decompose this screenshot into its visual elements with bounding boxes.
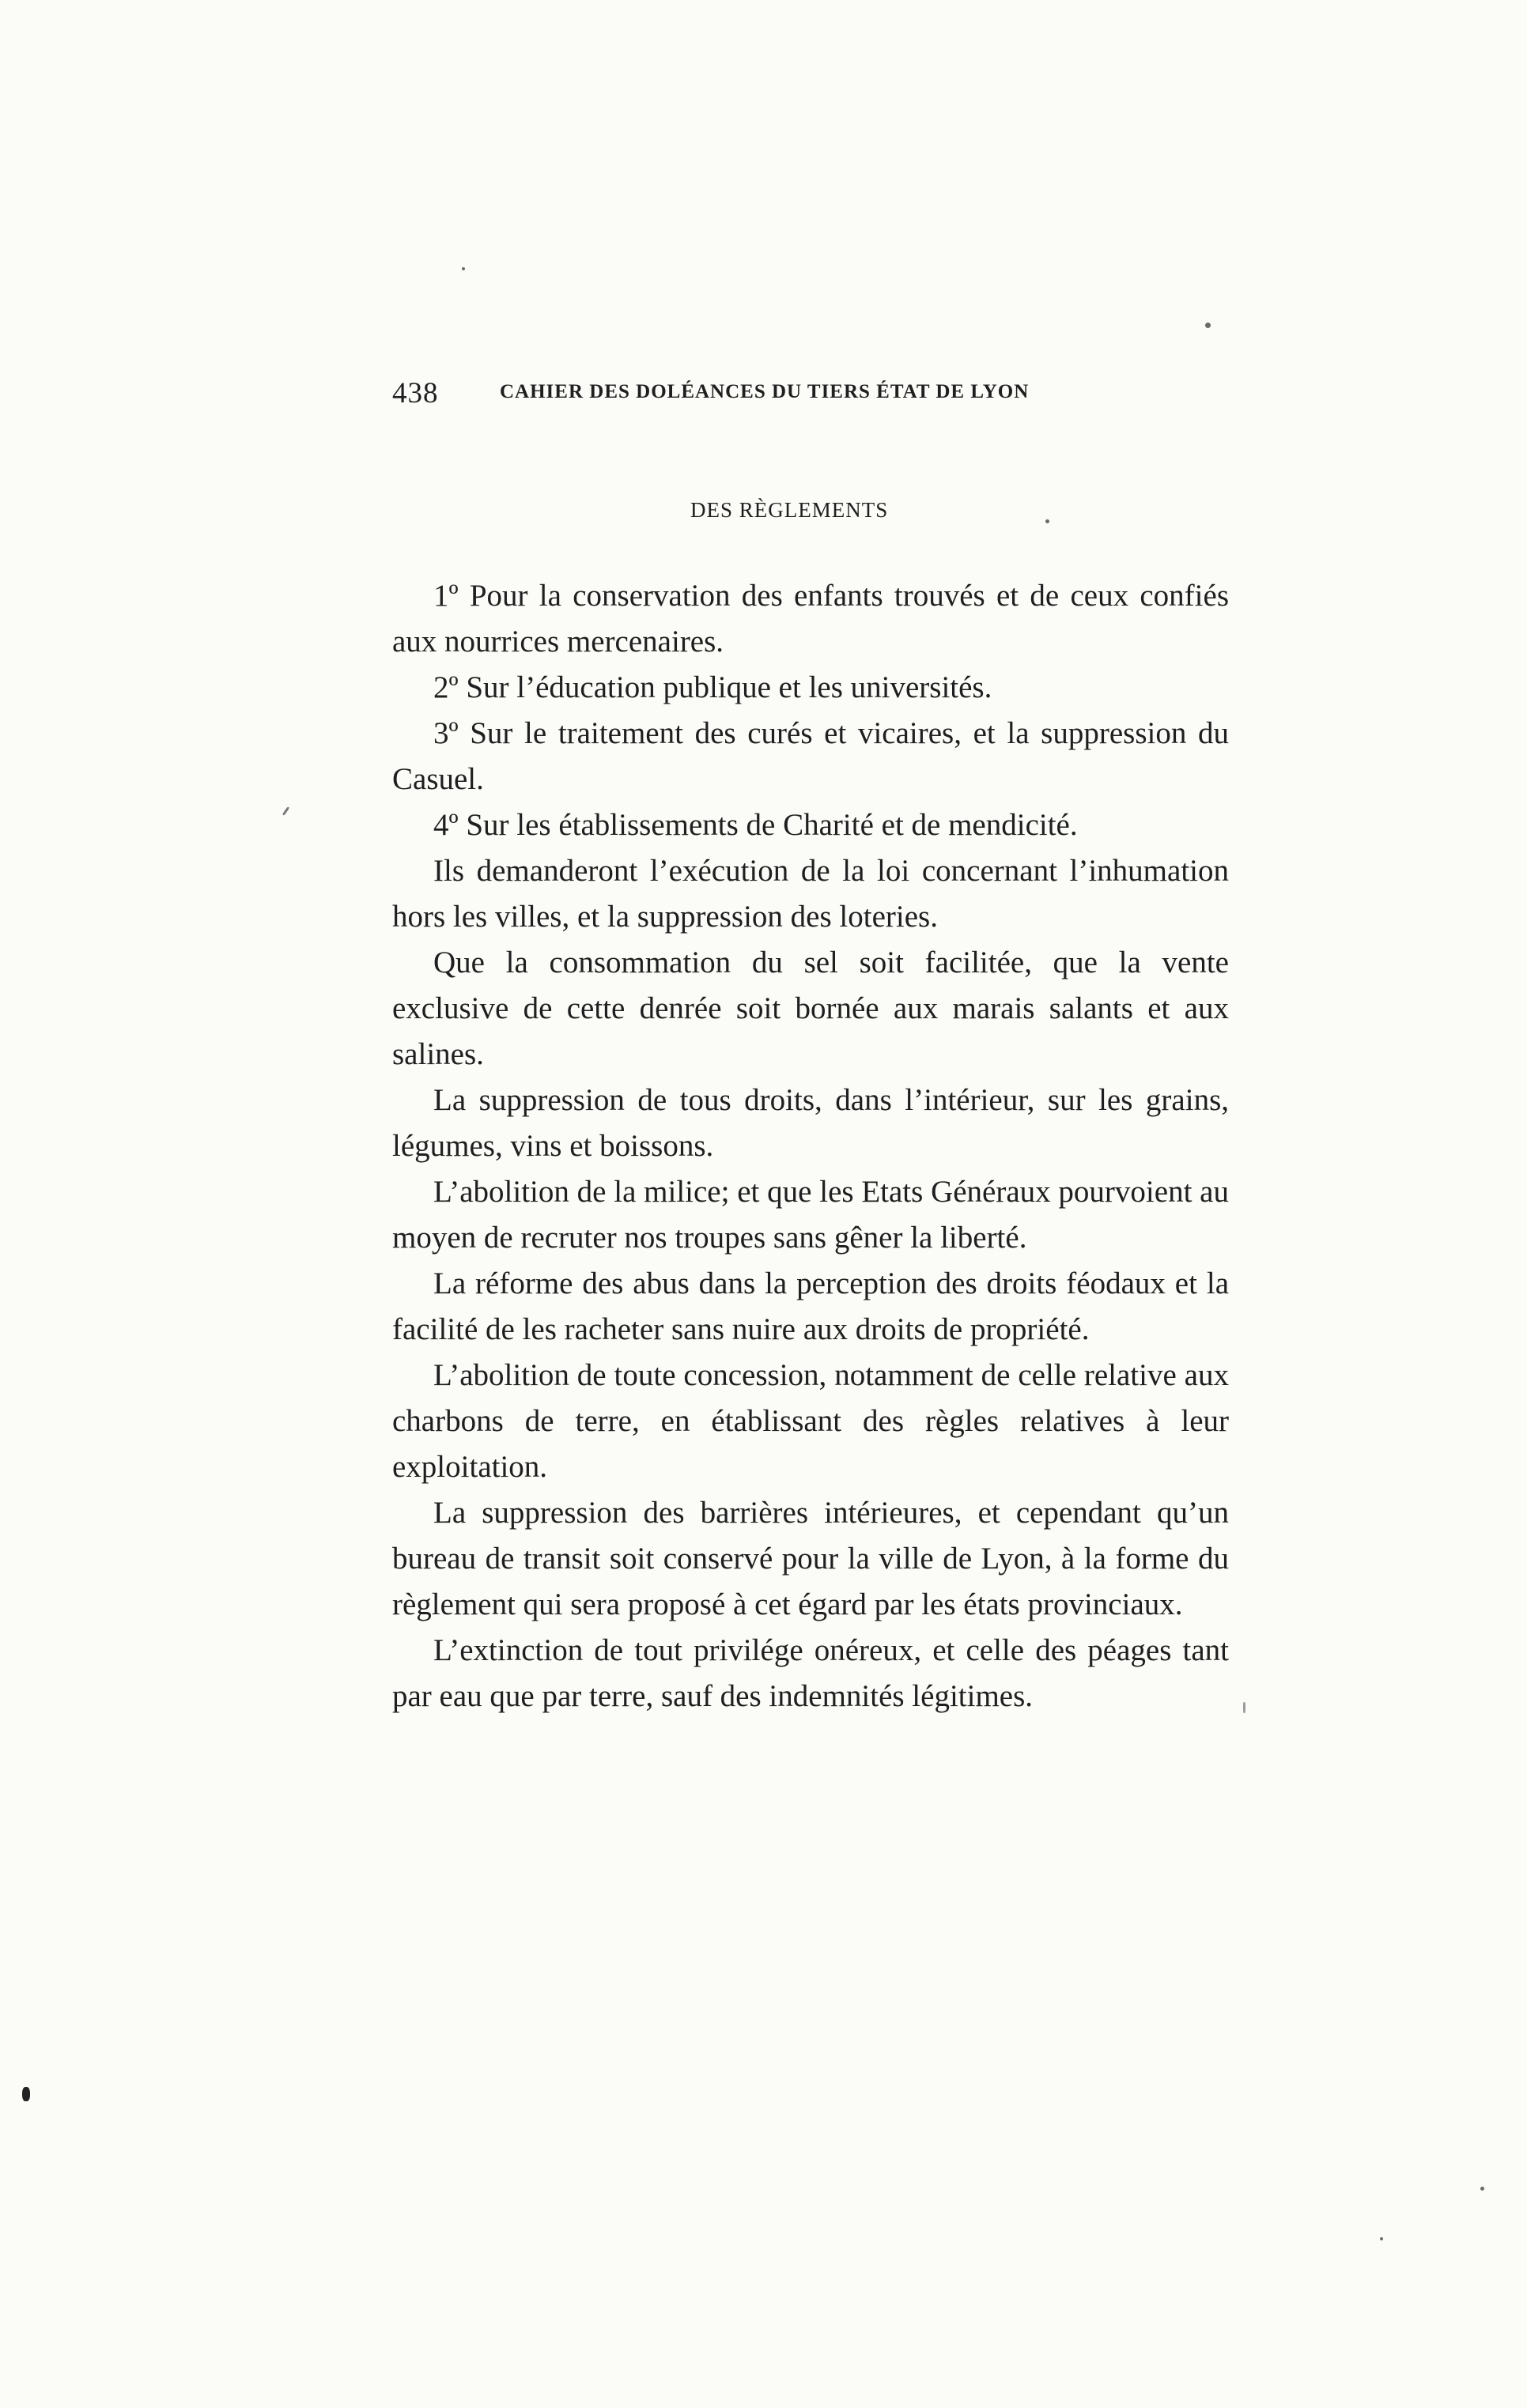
paragraph: L’abolition de toute concession, notamment de celle relative aux charbons de terre, en établissant des règles relatives à leur exploitation.	[392, 1358, 1229, 1484]
paper-speck	[22, 2087, 30, 2101]
paragraph: Que la consommation du sel soit facilitée, que la vente exclusive de cette denrée soit bornée aux marais salants et aux salines.	[392, 945, 1229, 1071]
paper-speck	[1045, 519, 1049, 523]
paragraph: 3º Sur le traitement des curés et vicaires, et la suppression du Casuel.	[392, 716, 1229, 796]
paper-speck	[1480, 2187, 1484, 2191]
paper-speck	[282, 806, 289, 816]
paper-speck	[1380, 2237, 1383, 2240]
paragraph: L’extinction de tout privilége onéreux, et celle des péages tant par eau que par terre, sauf des indemnités légitimes.	[392, 1633, 1229, 1713]
paragraph: 2º Sur l’éducation publique et les universités.	[433, 670, 992, 704]
running-head-title: CAHIER DES DOLÉANCES DU TIERS ÉTAT DE LYON	[500, 381, 1030, 402]
running-head	[392, 376, 1191, 419]
body-text	[392, 573, 1229, 1719]
paragraph: 4º Sur les établissements de Charité et de mendicité.	[433, 808, 1078, 842]
paragraph: 1º Pour la conservation des enfants trouvés et de ceux confiés aux nourrices mercenaires.	[392, 579, 1229, 659]
paragraph: La suppression des barrières intérieures, et cependant qu’un bureau de transit soit conservé pour la ville de Lyon, à la forme du règlement qui sera proposé à cet égard par les états provinciaux.	[392, 1496, 1229, 1621]
paragraph: La réforme des abus dans la perception des droits féodaux et la facilité de les racheter sans nuire aux droits de propriété.	[392, 1266, 1229, 1346]
paragraph: Ils demanderont l’exécution de la loi concernant l’inhumation hors les villes, et la suppression des loteries.	[392, 854, 1229, 934]
section-title: DES RÈGLEMENTS	[690, 498, 889, 522]
paragraph: L’abolition de la milice; et que les Etats Généraux pourvoient au moyen de recruter nos troupes sans gêner la liberté.	[392, 1175, 1229, 1255]
paragraph: La suppression de tous droits, dans l’intérieur, sur les grains, légumes, vins et boissons.	[392, 1083, 1229, 1163]
paper-speck	[1205, 323, 1211, 328]
paper-speck	[462, 267, 465, 270]
page-number: 438	[392, 377, 439, 410]
paper-speck	[1243, 1702, 1245, 1713]
